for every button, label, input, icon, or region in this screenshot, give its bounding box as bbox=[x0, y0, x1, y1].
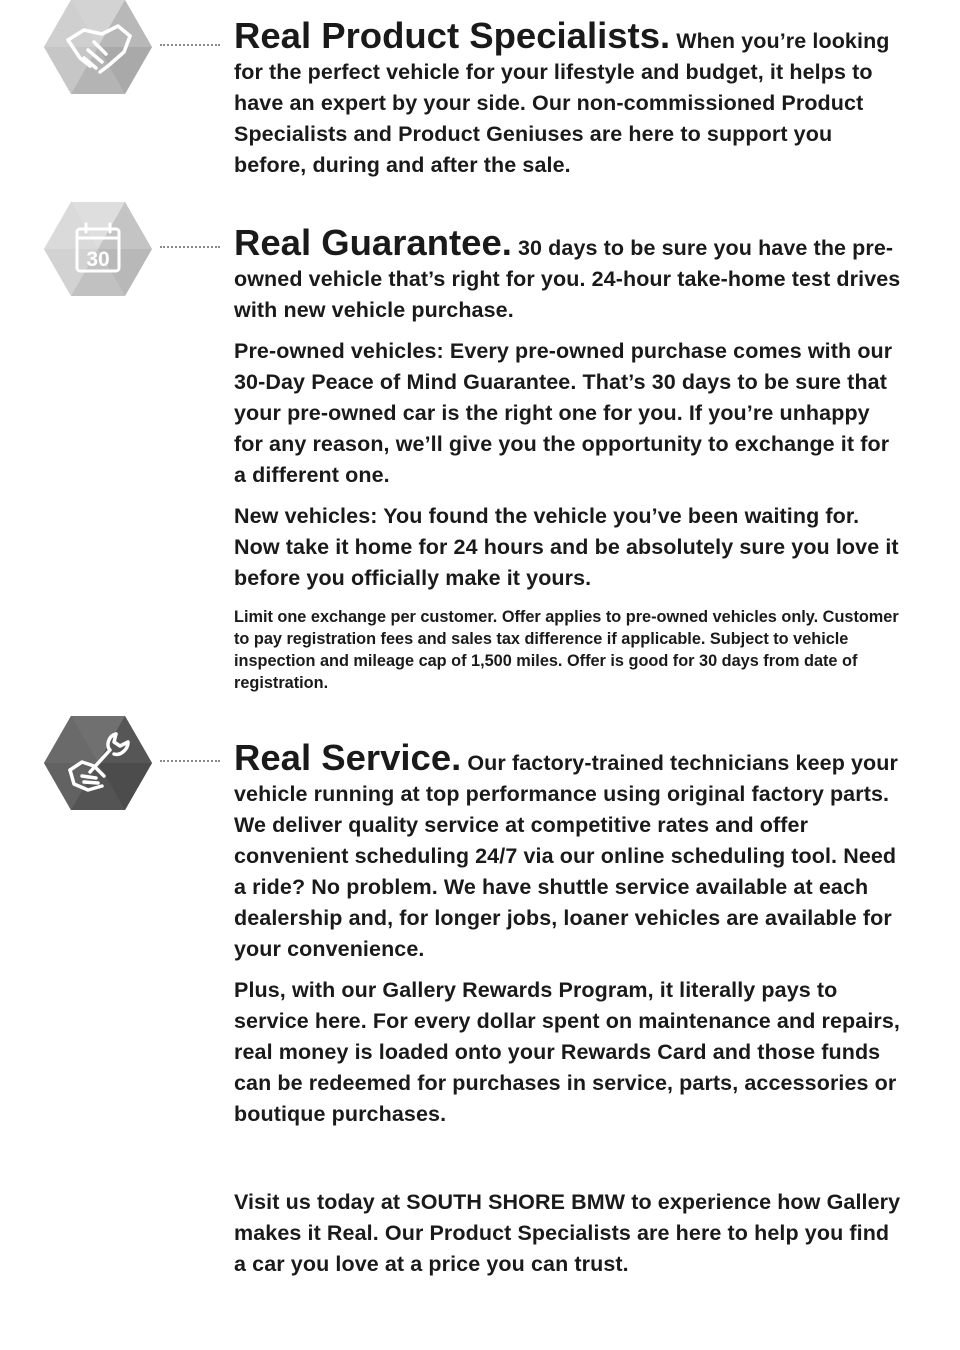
guarantee-intro: 30 days to be sure you have the pre-owned vehicle that’s right for you. 24-hour take-home test drives with new vehicle purchase. bbox=[234, 236, 901, 322]
closing-paragraph: Visit us today at SOUTH SHORE BMW to experience how Gallery makes it Real. Our Product Specialists are here to help you find a car you love at a price you can trust. bbox=[234, 1190, 901, 1276]
specialists-heading: Real Product Specialists. bbox=[234, 15, 671, 56]
guarantee-paragraph bbox=[234, 222, 904, 326]
preowned-paragraph: Pre-owned vehicles: Every pre-owned purchase comes with our 30-Day Peace of Mind Guarantee. That’s 30 days to be sure that your pre-owned car is the right one for you. If you’re unhappy for any reason, we’ll give you the opportunity to exchange it for a different one. bbox=[234, 339, 893, 487]
specialists-paragraph bbox=[234, 15, 904, 181]
service-paragraph bbox=[234, 737, 904, 965]
section-connector bbox=[160, 246, 220, 248]
wrench-hand-icon bbox=[44, 716, 152, 810]
section-connector bbox=[160, 44, 220, 46]
specialists-section bbox=[234, 15, 904, 191]
section-connector bbox=[160, 760, 220, 762]
handshake-icon bbox=[44, 0, 152, 94]
service-section bbox=[234, 737, 904, 1140]
calendar-icon bbox=[44, 202, 152, 296]
new-vehicles-paragraph: New vehicles: You found the vehicle you’ve been waiting for. Now take it home for 24 hours and be absolutely sure you love it before you officially make it yours. bbox=[234, 504, 899, 590]
service-heading: Real Service. bbox=[234, 737, 462, 778]
specialists-intro: When you’re looking for the perfect vehicle for your lifestyle and budget, it helps to have an expert by your side. Our non-commissioned Product Specialists and Product Geniuses are here to support you before, during and after the sale. bbox=[234, 29, 890, 177]
guarantee-fine-print: Limit one exchange per customer. Offer applies to pre-owned vehicles only. Customer to pay registration fees and sales tax difference if applicable. Subject to vehicle inspection and mileage cap of 1,500 miles. Offer is good for 30 days from date of registration. bbox=[234, 608, 899, 692]
service-intro: Our factory-trained technicians keep your vehicle running at top performance using original factory parts. We deliver quality service at competitive rates and offer convenient scheduling 24/7 via our online scheduling tool. Need a ride? No problem. We have shuttle service available at each dealership and, for longer jobs, loaner vehicles are available for your convenience. bbox=[234, 751, 898, 961]
closing-section bbox=[234, 1187, 904, 1290]
guarantee-section bbox=[234, 222, 904, 694]
calendar-number: 30 bbox=[86, 248, 110, 271]
rewards-paragraph: Plus, with our Gallery Rewards Program, it literally pays to service here. For every dollar spent on maintenance and repairs, real money is loaded onto your Rewards Card and those funds can be redeemed for purchases in service, parts, accessories or boutique purchases. bbox=[234, 978, 900, 1126]
guarantee-heading: Real Guarantee. bbox=[234, 222, 512, 263]
